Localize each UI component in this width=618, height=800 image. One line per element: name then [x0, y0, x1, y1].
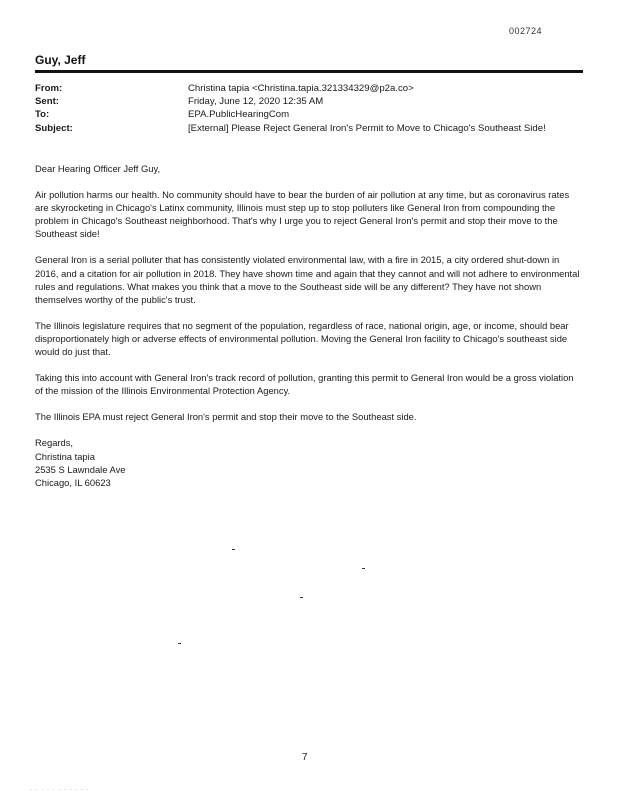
body-paragraph: Taking this into account with General Iron's track record of pollution, granting this permit to General Iron would be a gross violation of the mission of the Illinois Environmental Protection Agency. — [35, 372, 574, 397]
header-value: Friday, June 12, 2020 12:35 AM — [188, 96, 324, 108]
header-sent — [35, 95, 590, 108]
signature-block — [35, 436, 583, 488]
body-paragraph: General Iron is a serial polluter that has consistently violated environmental law, with a fire in 2015, a city ordered shut-down in 2016, and a citation for air pollution in 2018. They have shown time and again that they cannot and will not adhere to environmental rules and regulations. What makes you think that a move to the Southeast side will be any different? They have not shown themselves worthy of the public's trust. — [35, 254, 580, 305]
header-value: Christina tapia <Christina.tapia.321334329@p2a.co> — [188, 83, 414, 94]
header-label: Subject: — [35, 122, 73, 134]
header-to — [35, 108, 590, 121]
email-headers — [35, 82, 590, 135]
header-value: [External] Please Reject General Iron's Permit to Move to Chicago's Southeast Side! — [188, 122, 546, 134]
email-body — [35, 162, 583, 489]
document-id-stamp: 002724 — [509, 26, 543, 36]
header-divider — [35, 70, 583, 73]
signer-street: 2535 S Lawndale Ave — [35, 463, 126, 475]
header-from — [35, 82, 590, 95]
signoff-line: Regards, — [35, 437, 74, 449]
scan-speck — [232, 549, 235, 550]
scan-speck — [300, 597, 303, 598]
signer-city: Chicago, IL 60623 — [35, 476, 111, 488]
header-value: EPA.PublicHearingCom — [188, 109, 290, 121]
page-number: 7 — [302, 752, 308, 763]
body-paragraph: The Illinois EPA must reject General Iron's permit and stop their move to the Southeast side. — [35, 411, 417, 423]
scan-speck — [178, 643, 181, 644]
scan-footer-marks: · · · · · · · · · · · — [30, 787, 90, 793]
header-label: From: — [35, 83, 63, 94]
body-paragraph: The Illinois legislature requires that no segment of the population, regardless of race, national origin, age, or income, should bear disproportionately high or adverse effects of environmental pollution. Moving the General Iron facility to Chicago's southeast side would do just that. — [35, 319, 569, 358]
mailbox-owner-name: Guy, Jeff — [35, 53, 86, 67]
salutation: Dear Hearing Officer Jeff Guy, — [35, 163, 161, 174]
body-paragraph: Air pollution harms our health. No community should have to bear the burden of air pollution at any time, but as coronavirus rates are skyrocketing in Chicago's Latinx community, Illinois must step up to stop polluters like General Iron from compounding the problem in Chicago's Southeast neighborhood. That's why I urge you to reject General Iron's permit and stop their move to the Southeast side! — [35, 189, 570, 240]
scan-speck — [362, 568, 365, 569]
header-label: Sent: — [35, 96, 59, 108]
signer-name: Christina tapia — [35, 450, 95, 462]
header-label: To: — [35, 109, 50, 121]
header-subject — [35, 122, 590, 135]
